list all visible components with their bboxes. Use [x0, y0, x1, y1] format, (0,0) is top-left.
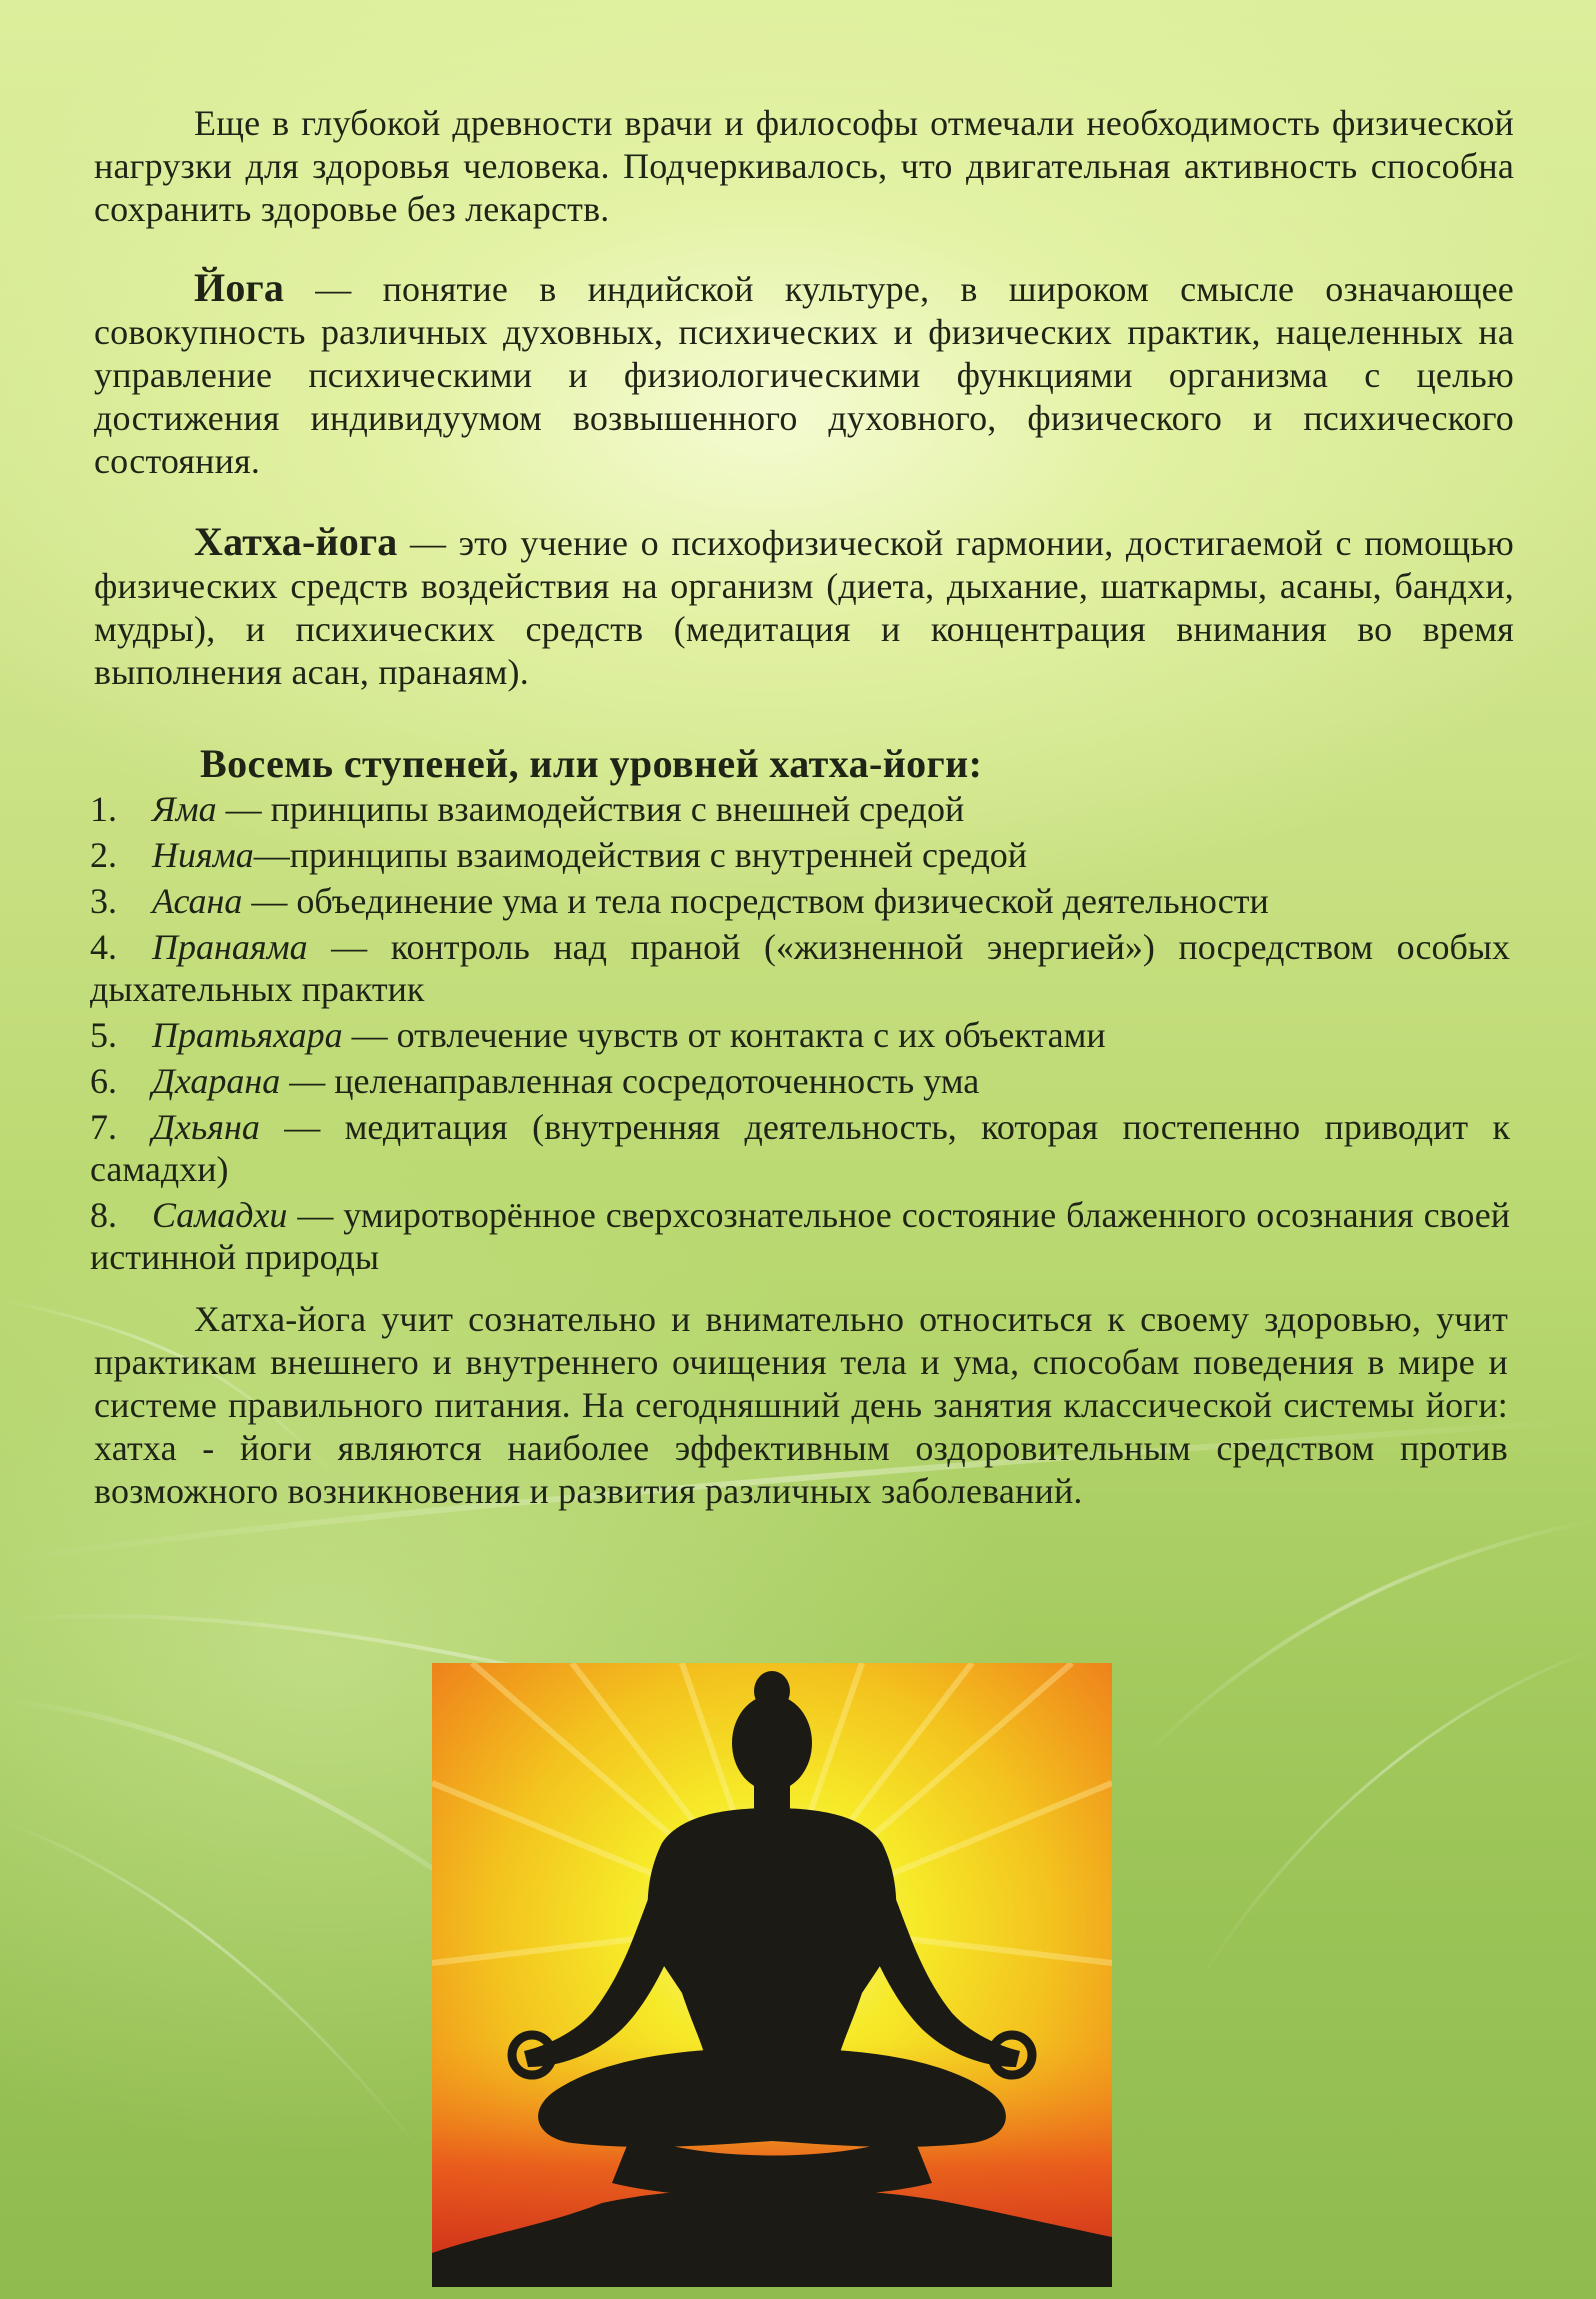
- step-number: 3.: [90, 881, 117, 921]
- step-description: — контроль над праной («жизненной энергией») посредством особых дыхательных практик: [90, 927, 1510, 1009]
- step-description: — объединение ума и тела посредством физической деятельности: [242, 881, 1269, 921]
- step-description: — отвлечение чувств от контакта с их объектами: [342, 1015, 1106, 1055]
- step-term: Асана: [152, 881, 243, 921]
- yoga-definition-paragraph: [94, 266, 1514, 483]
- intro-paragraph: [94, 102, 1514, 231]
- conclusion-paragraph: [94, 1298, 1508, 1513]
- list-item: [90, 834, 1510, 876]
- step-description: — принципы взаимодействия с внешней средой: [216, 789, 965, 829]
- list-item: [90, 880, 1510, 922]
- step-number: 5.: [90, 1015, 117, 1055]
- hatha-yoga-definition-paragraph: [94, 520, 1514, 694]
- step-term: Дхарана: [152, 1061, 281, 1101]
- step-description: — умиротворённое сверхсознательное состояние блаженного осознания своей истинной природы: [90, 1195, 1510, 1277]
- step-term: Пранаяма: [152, 927, 308, 967]
- list-item: [90, 1194, 1510, 1278]
- step-term: Самадхи: [152, 1195, 288, 1235]
- list-item: [90, 1106, 1510, 1190]
- list-item: [90, 788, 1510, 830]
- list-item: [90, 1060, 1510, 1102]
- meditation-silhouette-image: [432, 1663, 1112, 2287]
- step-description: — медитация (внутренняя деятельность, которая постепенно приводит к самадхи): [90, 1107, 1510, 1189]
- intro-text: Еще в глубокой древности врачи и философы отмечали необходимость физической нагрузки для здоровья человека. Подчеркивалось, что двигательная активность способна сохранить здоровье без лекарств.: [94, 103, 1514, 229]
- step-term: Дхьяна: [152, 1107, 260, 1147]
- steps-heading: Восемь ступеней, или уровней хатха-йоги:: [200, 741, 983, 786]
- step-description: —принципы взаимодействия с внутренней средой: [253, 835, 1028, 875]
- list-item: [90, 926, 1510, 1010]
- conclusion-text: Хатха-йога учит сознательно и внимательно относиться к своему здоровью, учит практикам внешнего и внутреннего очищения тела и ума, способам поведения в мире и системе правильного питания. На сегодняшний день занятия классической системы йоги: хатха - йоги являются наиболее эффективным оздоровительным средством против возможного возникновения и развития различных заболеваний.: [94, 1299, 1508, 1511]
- hatha-yoga-term: Хатха-йога: [194, 519, 398, 564]
- step-term: Пратьяхара: [152, 1015, 343, 1055]
- yoga-term: Йога: [194, 265, 285, 310]
- steps-list: [90, 788, 1510, 1282]
- step-number: 8.: [90, 1195, 117, 1235]
- step-number: 4.: [90, 927, 117, 967]
- step-number: 7.: [90, 1107, 117, 1147]
- hatha-yoga-definition-text: — это учение о психофизической гармонии, достигаемой с помощью физических средств воздействия на организм (диета, дыхание, шаткармы, асаны, бандхи, мудры), и психических средств (медитация и концентрация внимания во время выполнения асан, пранаям).: [94, 523, 1514, 692]
- step-number: 2.: [90, 835, 117, 875]
- step-number: 1.: [90, 789, 117, 829]
- list-item: [90, 1014, 1510, 1056]
- step-term: Яма: [152, 789, 217, 829]
- yoga-definition-text: — понятие в индийской культуре, в широком смысле означающее совокупность различных духовных, психических и физических практик, нацеленных на управление психическими и физиологическими функциями организма с целью достижения индивидуумом возвышенного духовного, физического и психического состояния.: [94, 269, 1514, 481]
- step-description: — целенаправленная сосредоточенность ума: [280, 1061, 980, 1101]
- step-number: 6.: [90, 1061, 117, 1101]
- step-term: Нияма: [152, 835, 254, 875]
